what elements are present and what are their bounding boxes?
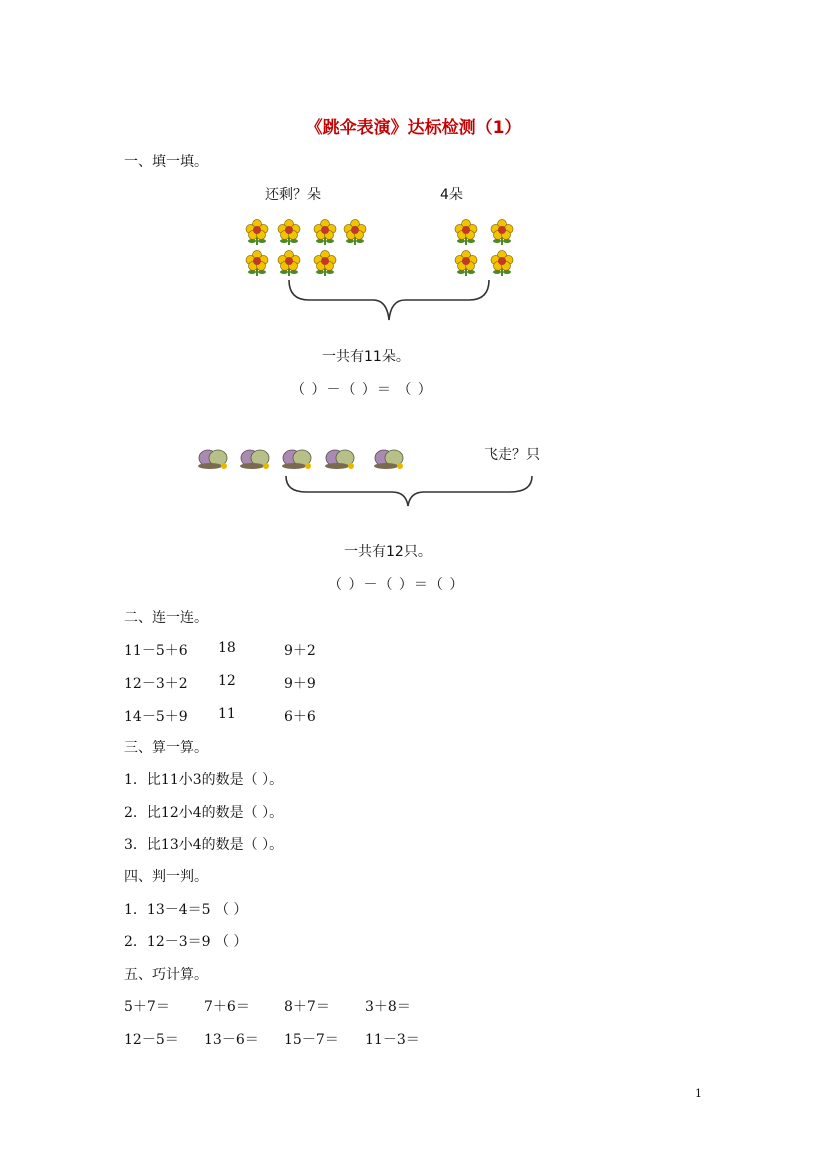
flower-icon <box>277 219 301 247</box>
section-3-heading: 三、算一算。 <box>124 740 208 756</box>
quick-calc-1-1: 5＋7＝ <box>124 999 170 1015</box>
match-right-3: 6＋6 <box>284 709 316 725</box>
flower-icon <box>313 250 337 278</box>
butterfly-icon <box>280 446 314 472</box>
flower-icon <box>343 219 367 247</box>
butterfly-icon <box>323 446 357 472</box>
calc-item-1: 1．比11小3的数是（ ）。 <box>124 772 284 788</box>
quick-calc-2-4: 11－3＝ <box>365 1032 420 1048</box>
flowers-brace <box>285 278 495 324</box>
butterfly-icon <box>196 446 230 472</box>
flower-icon <box>245 250 269 278</box>
flowers-right-label: 4朵 <box>440 187 463 203</box>
quick-calc-2-1: 12－5＝ <box>124 1032 179 1048</box>
quick-calc-2-3: 15－7＝ <box>284 1032 339 1048</box>
match-right-1: 9＋2 <box>284 643 316 659</box>
flower-icon <box>454 250 478 278</box>
section-2-heading: 二、连一连。 <box>124 610 208 626</box>
flower-icon <box>490 219 514 247</box>
page-number: 1 <box>695 1087 702 1100</box>
match-left-2: 12－3＋2 <box>124 676 188 692</box>
match-mid-2: 12 <box>218 673 236 689</box>
quick-calc-2-2: 13－6＝ <box>204 1032 259 1048</box>
flower-icon <box>277 250 301 278</box>
quick-calc-1-2: 7＋6＝ <box>204 999 250 1015</box>
page-title: 《跳伞表演》达标检测（1） <box>305 118 522 138</box>
flower-icon <box>454 219 478 247</box>
quick-calc-1-3: 8＋7＝ <box>284 999 330 1015</box>
butterfly-icon <box>372 446 406 472</box>
butterflies-equation: （ ）－（ ）＝（ ） <box>328 577 465 593</box>
flower-icon <box>313 219 337 247</box>
match-mid-1: 18 <box>218 640 236 656</box>
section-4-heading: 四、判一判。 <box>124 869 208 885</box>
match-left-3: 14－5＋9 <box>124 709 188 725</box>
section-1-heading: 一、填一填。 <box>124 154 208 170</box>
judge-item-2: 2．12－3＝9 （ ） <box>124 934 248 950</box>
quick-calc-1-4: 3＋8＝ <box>365 999 411 1015</box>
judge-item-1: 1．13－4＝5 （ ） <box>124 902 248 918</box>
calc-item-2: 2．比12小4的数是（ ）。 <box>124 805 284 821</box>
butterflies-brace <box>282 474 538 510</box>
flowers-total: 一共有11朵。 <box>322 349 410 365</box>
match-right-2: 9＋9 <box>284 676 316 692</box>
butterfly-icon <box>238 446 272 472</box>
flower-icon <box>490 250 514 278</box>
flowers-left-label: 还剩？朵 <box>265 187 321 203</box>
calc-item-3: 3．比13小4的数是（ ）。 <box>124 837 284 853</box>
match-left-1: 11－5＋6 <box>124 643 188 659</box>
flowers-equation: （ ）－（ ）＝ （ ） <box>291 382 433 398</box>
butterflies-total: 一共有12只。 <box>344 544 432 560</box>
flower-icon <box>245 219 269 247</box>
butterflies-right-label: 飞走？只 <box>484 447 540 463</box>
section-5-heading: 五、巧计算。 <box>124 967 208 983</box>
match-mid-3: 11 <box>218 706 236 722</box>
